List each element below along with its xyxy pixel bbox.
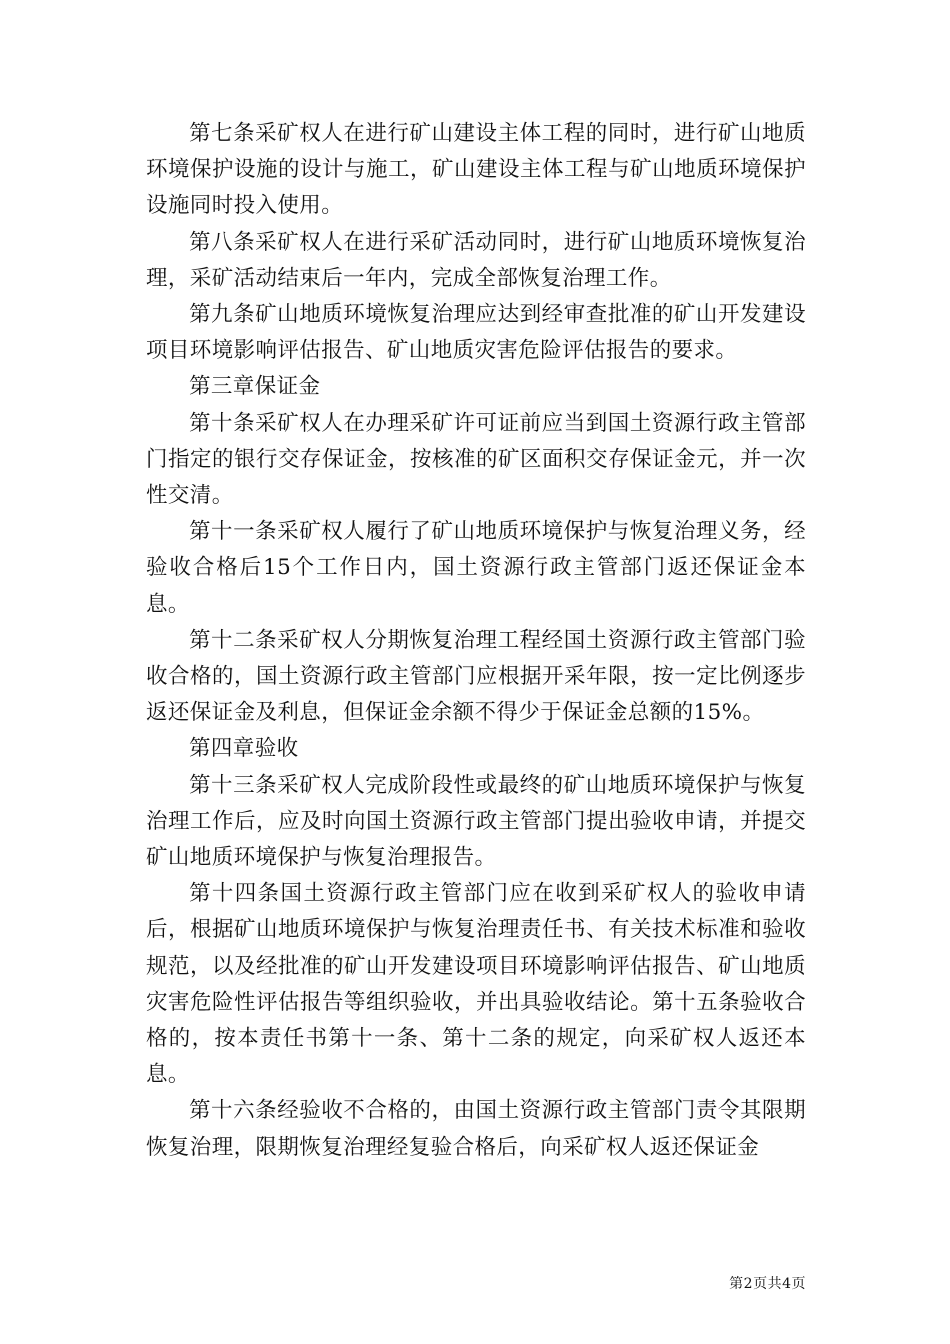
chapter-heading-3: 第三章保证金: [189, 374, 321, 400]
paragraph-article-11: 第十一条采矿权人履行了矿山地质环境保护与恢复治理义务，经验收合格后15个工作日内，国土资源行政主管部门返还保证金本息。: [146, 519, 806, 617]
paragraph-article-7: 第七条采矿权人在进行矿山建设主体工程的同时，进行矿山地质环境保护设施的设计与施工，矿山建设主体工程与矿山地质环境保护设施同时投入使用。: [146, 121, 806, 219]
paragraph-article-16: 第十六条经验收不合格的，由国土资源行政主管部门责令其限期恢复治理，限期恢复治理经复验合格后，向采矿权人返还保证金: [146, 1098, 806, 1160]
document-body: [146, 116, 806, 1166]
paragraph-article-9: 第九条矿山地质环境恢复治理应达到经审查批准的矿山开发建设项目环境影响评估报告、矿山地质灾害危险评估报告的要求。: [146, 302, 806, 364]
page-number: 第2页共4页: [729, 1276, 806, 1292]
paragraph-article-14: 第十四条国土资源行政主管部门应在收到采矿权人的验收申请后，根据矿山地质环境保护与恢复治理责任书、有关技术标准和验收规范，以及经批准的矿山开发建设项目环境影响评估报告、矿山地质灾害危险性评估报告等组织验收，并出具验收结论。第十五条验收合格的，按本责任书第十一条、第十二条的规定，向采矿权人返还本息。: [146, 881, 806, 1088]
chapter-heading-4: 第四章验收: [189, 736, 299, 762]
paragraph-article-13: 第十三条采矿权人完成阶段性或最终的矿山地质环境保护与恢复治理工作后，应及时向国土资源行政主管部门提出验收申请，并提交矿山地质环境保护与恢复治理报告。: [146, 772, 806, 871]
paragraph-article-10: 第十条采矿权人在办理采矿许可证前应当到国土资源行政主管部门指定的银行交存保证金，按核准的矿区面积交存保证金元，并一次性交清。: [146, 410, 806, 509]
paragraph-article-8: 第八条采矿权人在进行采矿活动同时，进行矿山地质环境恢复治理，采矿活动结束后一年内，完成全部恢复治理工作。: [146, 229, 806, 291]
paragraph-article-12: 第十二条采矿权人分期恢复治理工程经国土资源行政主管部门验收合格的，国土资源行政主管部门应根据开采年限，按一定比例逐步返还保证金及利息，但保证金余额不得少于保证金总额的15%。: [146, 627, 806, 726]
